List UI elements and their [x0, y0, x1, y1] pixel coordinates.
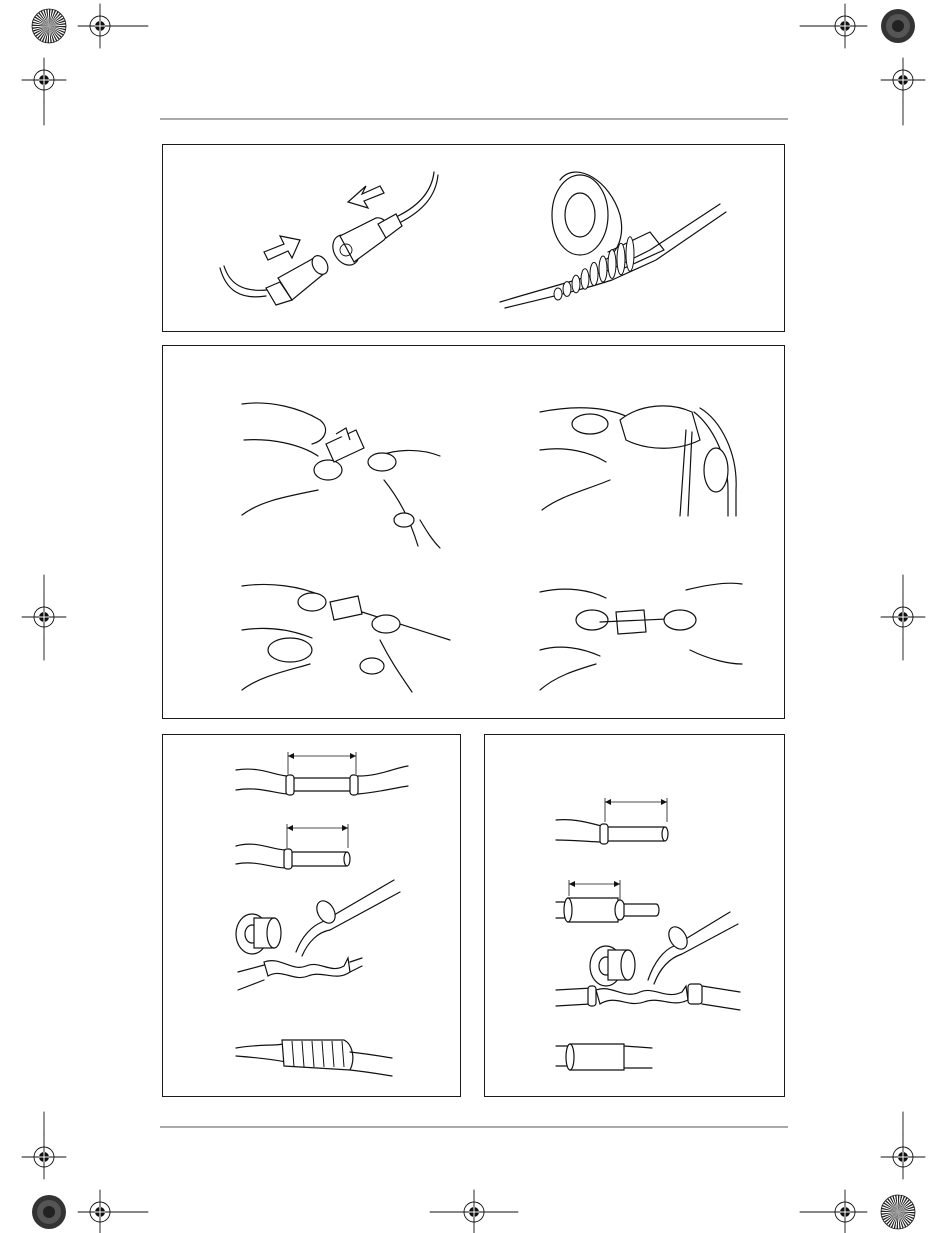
step-shrink-sleeve	[556, 1044, 652, 1070]
step-twist-and-solder	[556, 912, 740, 1010]
step-fit-sleeve	[556, 880, 659, 922]
step-strip-end	[556, 798, 668, 844]
